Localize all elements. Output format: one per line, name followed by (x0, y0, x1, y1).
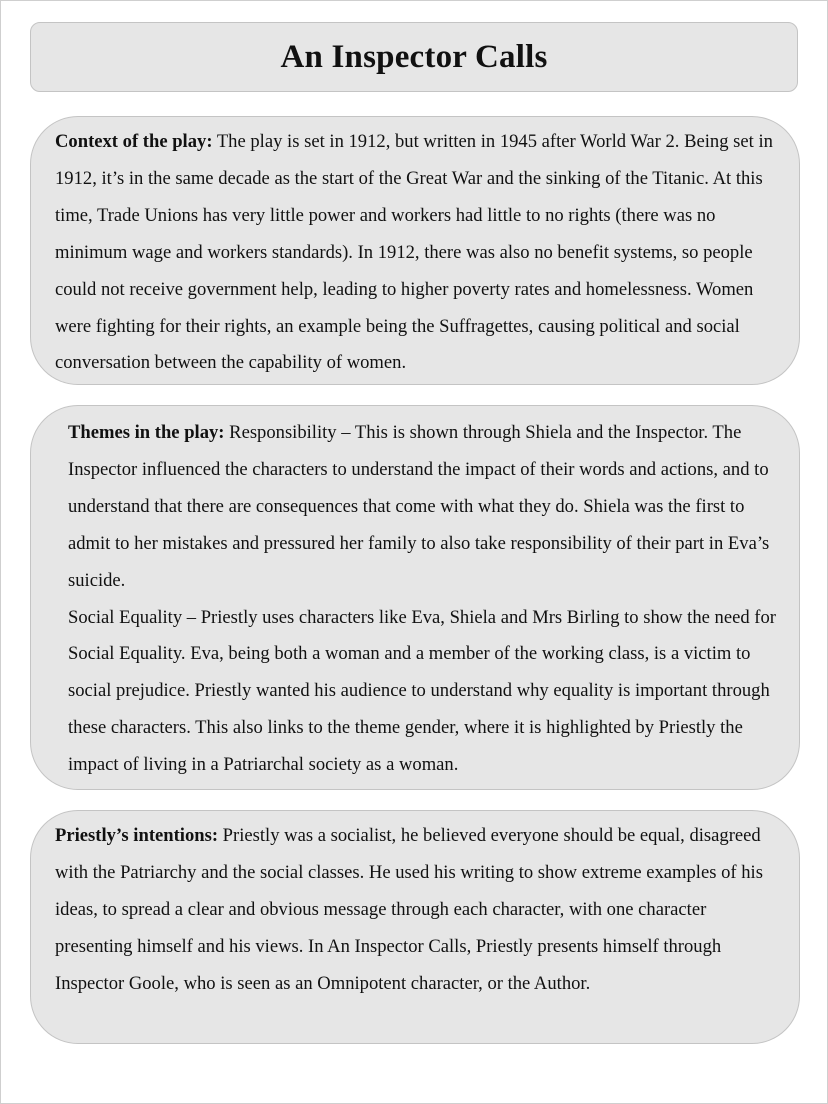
context-body: The play is set in 1912, but written in 1945 after World War 2. Being set in 1912, it’s in the same decade as the start of the Great War and the sinking of the Titanic. At this time, Trade Unions has very little power and workers had little to no rights (there was no minimum wage and workers standards). In 1912, there was also no benefit systems, so people could not receive government help, leading to higher poverty rates and homelessness. Women were fighting for their rights, an example being the Suffragettes, causing political and social conversation between the capability of women. (55, 131, 773, 374)
themes-responsibility-body: Responsibility – This is shown through Shiela and the Inspector. The Inspector influenced the characters to understand the impact of their words and actions, and to understand that there are consequences that come with what they do. Shiela was the first to admit to her mistakes and pressured her family to also take responsibility of their part in Eva’s suicide. (68, 422, 770, 591)
themes-heading: Themes in the play: (68, 422, 225, 443)
themes-section (30, 405, 800, 790)
context-heading: Context of the play: (55, 131, 213, 152)
intentions-section (30, 810, 800, 1044)
intentions-body: Priestly was a socialist, he believed everyone should be equal, disagreed with the Patriarchy and the social classes. He used his writing to show extreme examples of his ideas, to spread a clear and obvious message through each character, with one character presenting himself and his views. In An Inspector Calls, Priestly presents himself through Inspector Goole, who is seen as an Omnipotent character, or the Author. (55, 825, 763, 994)
context-paragraph (55, 124, 779, 382)
page-title: An Inspector Calls (280, 38, 548, 75)
intentions-paragraph (55, 818, 779, 1003)
context-section (30, 116, 800, 385)
themes-social-equality-paragraph: Social Equality – Priestly uses characters like Eva, Shiela and Mrs Birling to show the need for Social Equality. Eva, being both a woman and a member of the working class, is a victim to social prejudice. Priestly wanted his audience to understand why equality is important through these characters. This also links to the theme gender, where it is highlighted by Priestly the impact of living in a Patriarchal society as a woman. (68, 606, 776, 776)
themes-responsibility-paragraph (68, 415, 779, 600)
intentions-heading: Priestly’s intentions: (55, 825, 219, 846)
title-box (30, 22, 798, 92)
